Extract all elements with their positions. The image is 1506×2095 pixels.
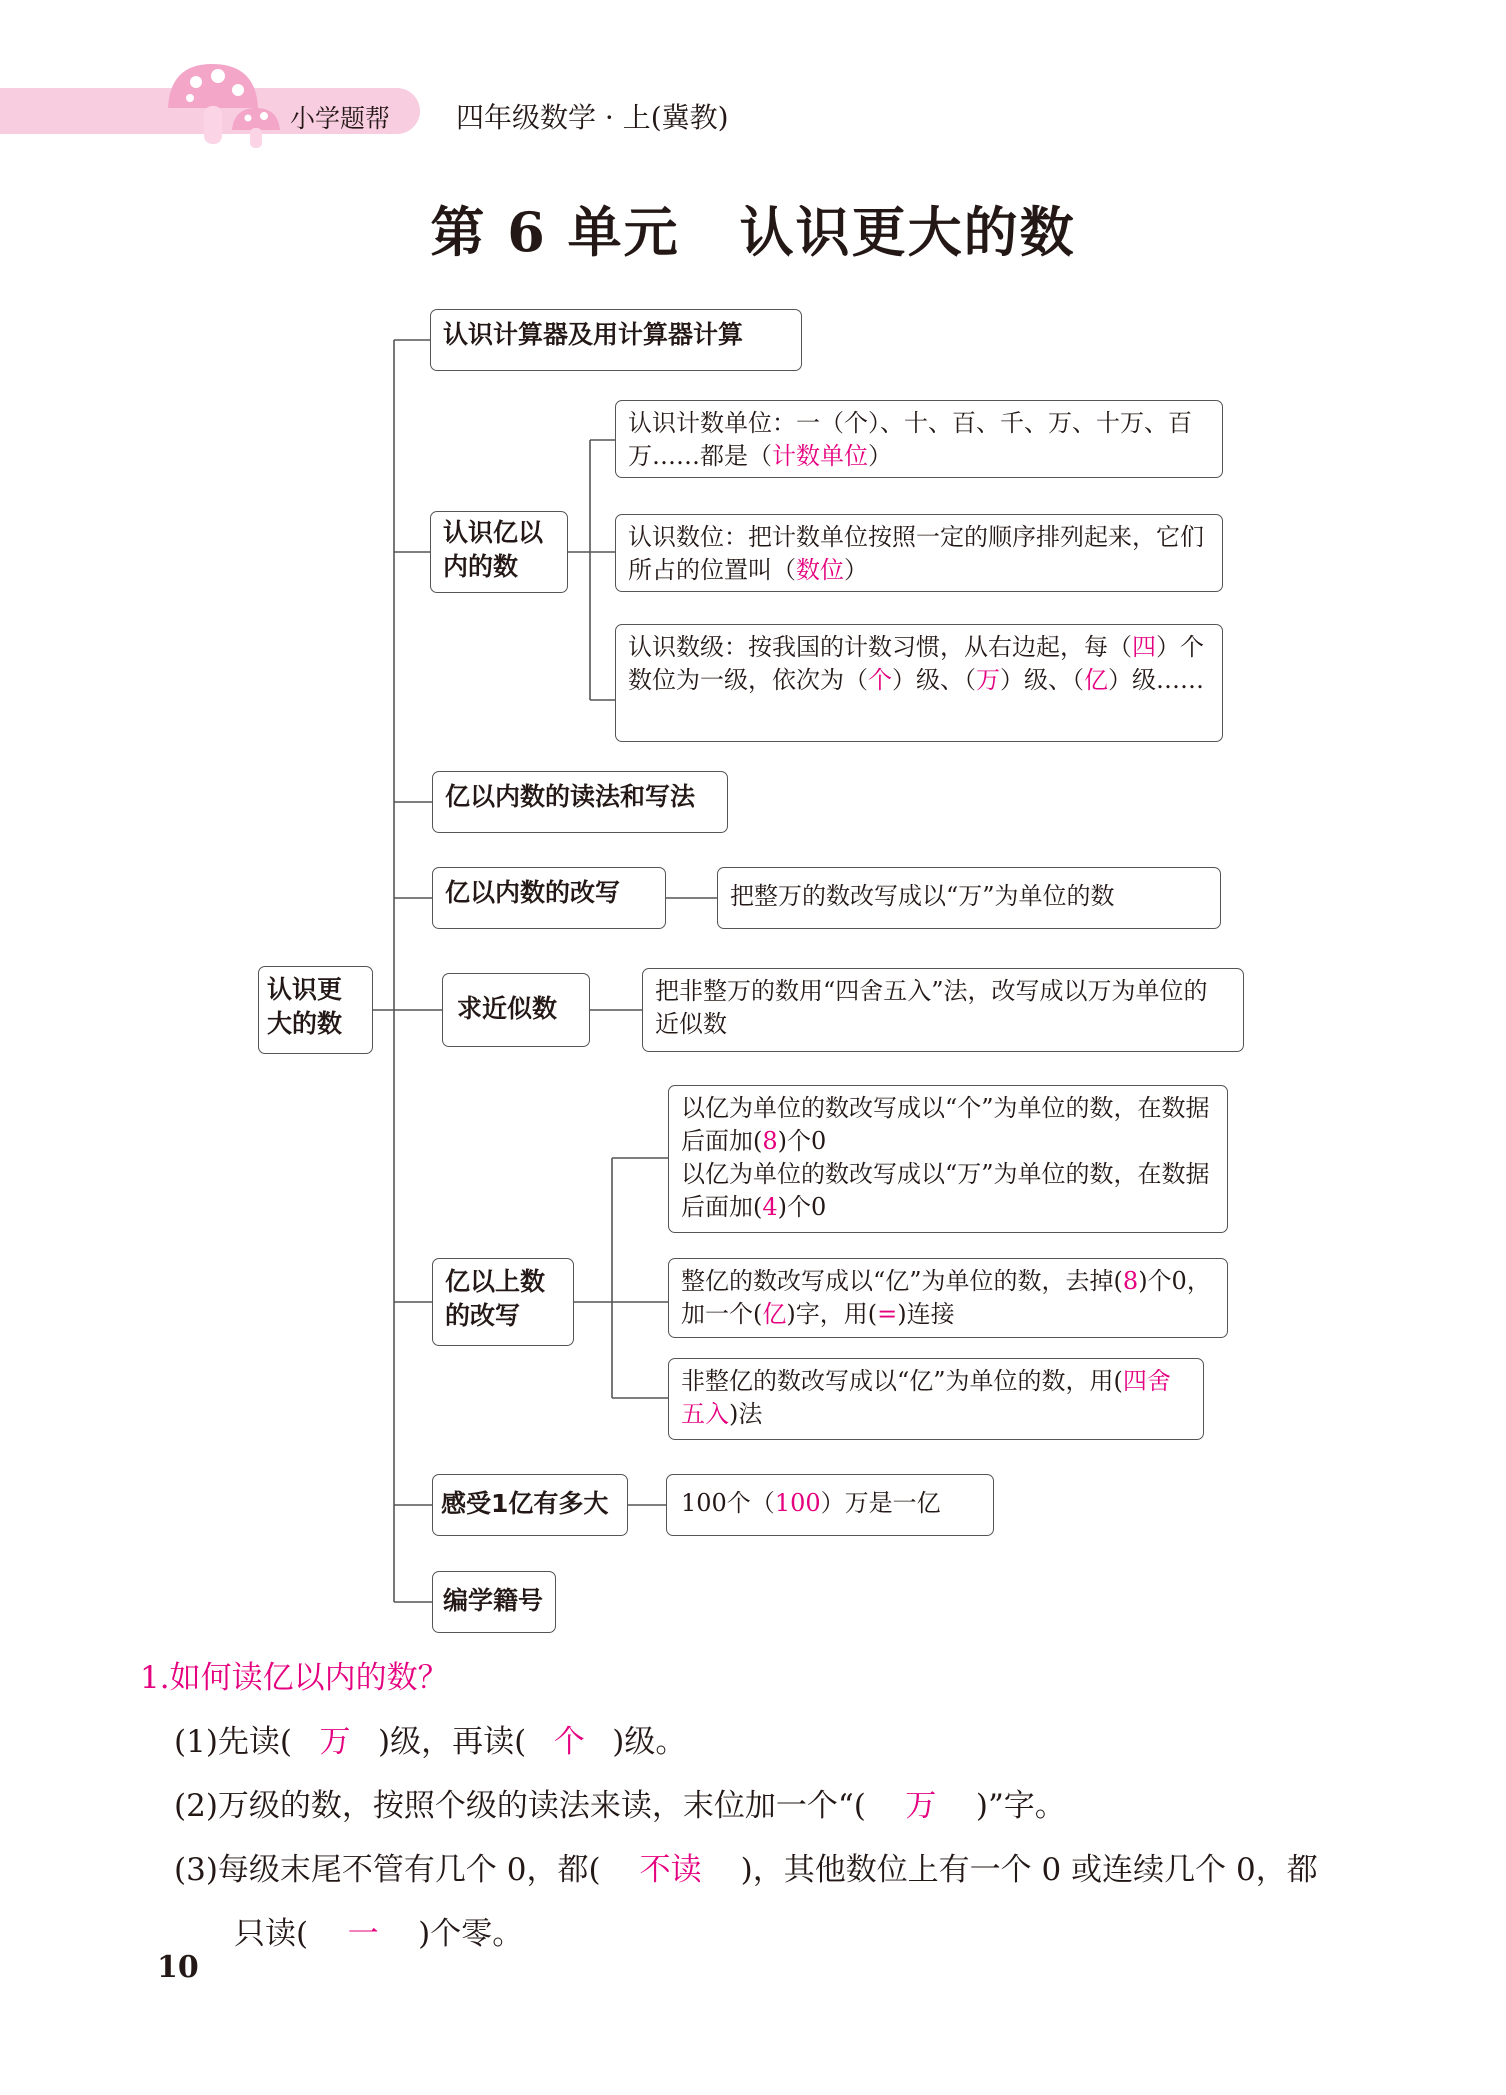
question-1-part-3-cont: 只读( 一 )个零。 bbox=[234, 1912, 523, 1956]
question-1-number: 1. bbox=[140, 1660, 170, 1696]
node-above-yi-2: 整亿的数改写成以“亿”为单位的数，去掉(8)个0，加一个(亿)字，用(=)连接 bbox=[668, 1258, 1228, 1338]
unit-name: 认识更大的数 bbox=[739, 200, 1076, 264]
unit-number: 第 6 单元 bbox=[430, 200, 680, 264]
node-approx-detail: 把非整万的数用“四舍五入”法，改写成以万为单位的近似数 bbox=[642, 968, 1244, 1052]
book-title: 四年级数学 · 上(冀教) bbox=[456, 101, 729, 134]
node-place-value: 认识数位：把计数单位按照一定的顺序排列起来，它们所占的位置叫（数位） bbox=[615, 514, 1223, 592]
question-1 bbox=[140, 1656, 449, 1700]
node-student-id: 编学籍号 bbox=[432, 1571, 556, 1633]
page-number: 10 bbox=[157, 1950, 199, 1985]
answer-1-1a: 万 bbox=[319, 1724, 351, 1760]
brand-label: 小学题帮 bbox=[290, 104, 391, 133]
root-node: 认识更大的数 bbox=[258, 966, 373, 1054]
node-above-yi: 亿以上数的改写 bbox=[432, 1258, 574, 1346]
node-period: 认识数级：按我国的计数习惯，从右边起，每（四）个数位为一级，依次为（个）级、（万）级、（亿）级…… bbox=[615, 624, 1223, 742]
answer-1-4: 一 bbox=[347, 1916, 379, 1952]
node-calculator: 认识计算器及用计算器计算 bbox=[430, 309, 802, 371]
node-within-yi: 认识亿以内的数 bbox=[430, 511, 568, 593]
node-approx: 求近似数 bbox=[442, 973, 590, 1047]
node-feel-detail: 100个（100）万是一亿 bbox=[666, 1474, 994, 1536]
answer-1-1b: 个 bbox=[553, 1724, 585, 1760]
node-counting-unit: 认识计数单位：一（个）、十、百、千、万、十万、百万……都是（计数单位） bbox=[615, 400, 1223, 478]
question-1-part-2: (2)万级的数，按照个级的读法来读，末位加一个“( 万 )”字。 bbox=[174, 1784, 1066, 1828]
node-rewrite: 亿以内数的改写 bbox=[432, 867, 666, 929]
node-read-write: 亿以内数的读法和写法 bbox=[432, 771, 728, 833]
question-1-part-3: (3)每级末尾不管有几个 0，都( 不读 )，其他数位上有一个 0 或连续几个 0，都 bbox=[174, 1848, 1318, 1892]
node-above-yi-1: 以亿为单位的数改写成以“个”为单位的数，在数据后面加(8)个0 以亿为单位的数改写成以“万”为单位的数，在数据后面加(4)个0 bbox=[668, 1085, 1228, 1233]
answer-1-2: 万 bbox=[905, 1788, 937, 1824]
node-feel: 感受1亿有多大 bbox=[432, 1474, 628, 1536]
question-1-text: 如何读亿以内的数？ bbox=[169, 1660, 449, 1696]
answer-1-3: 不读 bbox=[639, 1852, 702, 1888]
question-1-part-1: (1)先读( 万 )级，再读( 个 )级。 bbox=[174, 1720, 686, 1764]
node-above-yi-3: 非整亿的数改写成以“亿”为单位的数，用(四舍五入)法 bbox=[668, 1358, 1204, 1440]
answer-place-value: 数位 bbox=[796, 556, 844, 584]
node-rewrite-detail: 把整万的数改写成以“万”为单位的数 bbox=[717, 867, 1221, 929]
answer-counting-unit: 计数单位 bbox=[772, 442, 868, 470]
